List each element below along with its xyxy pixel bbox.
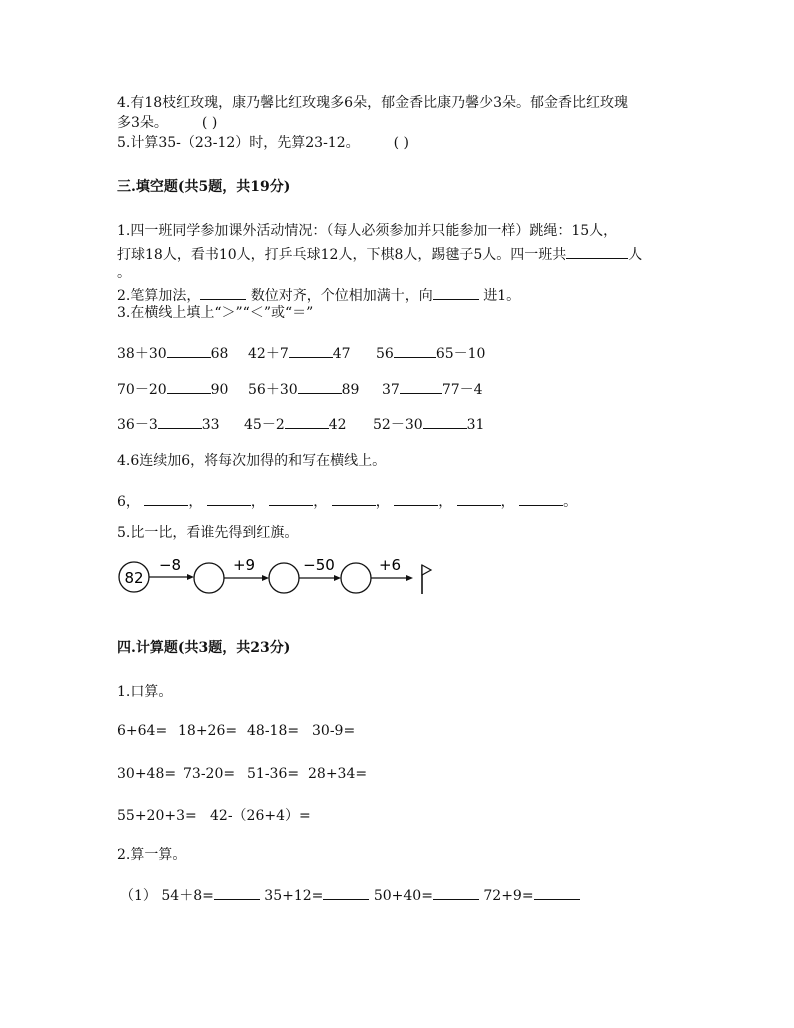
answer-circle[interactable] [269,563,299,593]
calc-item: 72+9= [483,888,534,904]
s3-q1-line2-text: 打球18人，看书10人，打乒乓球12人，下棋8人，踢毽子5人。四一班共 [117,247,567,263]
compare-left: 56 [376,346,394,362]
compare-blank[interactable] [423,414,467,429]
answer-circle[interactable] [194,563,224,593]
sum-blank[interactable] [144,491,188,506]
separator: ， [438,494,453,510]
calc-blank[interactable] [214,885,260,900]
s3-q1-blank[interactable] [566,244,628,259]
red-flag-icon [422,565,431,594]
s3-q2-blank2[interactable] [433,285,479,300]
s3-q1-line2 [117,244,642,264]
s3-q5-title: 5.比一比，看谁先得到红旗。 [117,525,299,541]
sum-blank[interactable] [269,491,313,506]
s4-q2-prefix: （1） [120,888,157,904]
s3-q4-end: 。 [563,494,578,510]
oral-item: 30+48= [117,766,177,782]
sum-blank[interactable] [394,491,438,506]
compare-right: 33 [201,417,220,433]
s4-q2-title: 2.算一算。 [117,847,187,863]
arrow-head [187,574,194,580]
compare-left: 56＋30 [248,382,298,398]
compare-blank[interactable] [158,414,202,429]
separator: ， [188,494,203,510]
judge-q5-text: 5.计算35-（23-12）时，先算23-12。 [117,135,360,151]
oral-item: 55+20+3= [117,808,197,824]
arrow-head [334,575,341,581]
compare-blank[interactable] [167,379,211,394]
sum-blank[interactable] [207,491,251,506]
oral-item: 30-9= [312,723,356,739]
sum-blank[interactable] [332,491,376,506]
judge-q5-answer-paren[interactable]: ( ) [393,135,409,151]
start-number: 82 [124,569,144,587]
compare-right: 65－10 [435,346,486,362]
s3-q2-blank1[interactable] [200,285,246,300]
compare-left: 37 [382,382,400,398]
compare-blank[interactable] [285,414,329,429]
sum-blank[interactable] [457,491,501,506]
judge-q4-answer-paren[interactable]: ( ) [201,115,218,131]
compare-left: 70－20 [117,382,167,398]
step-label: −50 [303,556,335,574]
step-label: −8 [158,556,182,574]
separator: ， [375,494,390,510]
judge-q4-line1: 4.有18枝红玫瑰，康乃馨比红玫瑰多6朵，郁金香比康乃馨少3朵。郁金香比红玫瑰 [117,95,628,111]
s4-q2-row [120,885,580,905]
s3-q1-line1: 1.四一班同学参加课外活动情况：（每人必须参加并只能参加一样）跳绳：15人， [117,223,618,239]
step-label: +6 [378,556,402,574]
s3-q4-start: 6， [117,494,140,510]
calc-item: 50+40= [373,888,433,904]
judge-q5 [117,134,409,152]
s3-q2 [117,285,520,305]
s4-q1-title: 1.口算。 [117,684,173,700]
compare-blank[interactable] [298,379,342,394]
s3-q4-blanks [117,491,577,511]
calc-item: 54＋8= [161,888,214,904]
compare-right: 42 [328,417,347,433]
answer-circle[interactable] [341,563,371,593]
judge-q4-line2 [117,114,217,132]
compare-right: 77－4 [441,382,483,398]
oral-item: 28+34= [308,766,368,782]
separator: ， [313,494,328,510]
oral-item: 18+26= [178,723,238,739]
compare-blank[interactable] [289,343,333,358]
s3-q2-text-c: 进1。 [483,288,521,304]
oral-item: 73-20= [183,766,236,782]
compare-left: 52－30 [373,417,423,433]
compare-blank[interactable] [394,343,436,358]
separator: ， [500,494,515,510]
calc-blank[interactable] [433,885,479,900]
calc-blank[interactable] [323,885,369,900]
compare-right: 31 [466,417,485,433]
compare-left: 38＋30 [117,346,167,362]
judge-q4-line2-text: 多3朵。 [117,115,168,131]
s3-q2-text-a: 2.笔算加法， [117,288,201,304]
compare-left: 45－2 [244,417,285,433]
compare-left: 36－3 [117,417,158,433]
oral-item: 6+64= [117,723,168,739]
oral-item: 42-（26+4）= [210,808,311,824]
compare-blank[interactable] [167,343,211,358]
compare-blank[interactable] [400,379,442,394]
oral-item: 48-18= [247,723,300,739]
sum-blank[interactable] [519,491,563,506]
s3-q3-title: 3.在横线上填上“＞”“＜”或“＝” [117,305,314,321]
separator: ， [250,494,265,510]
section4-heading: 四.计算题(共3题，共23分) [117,640,291,656]
step-label: +9 [232,556,256,574]
oral-item: 51-36= [247,766,300,782]
race-diagram [116,556,446,598]
arrow-head [406,575,413,581]
calc-item: 35+12= [264,888,324,904]
compare-right: 89 [341,382,360,398]
compare-right: 47 [332,346,351,362]
s3-q1-unit: 人 [628,247,643,263]
calc-blank[interactable] [534,885,580,900]
compare-right: 90 [210,382,229,398]
arrow-head [262,575,269,581]
compare-left: 42＋7 [248,346,289,362]
s3-q2-text-b: 数位对齐，个位相加满十，向 [250,288,433,304]
s3-q1-line3: 。 [117,265,131,281]
compare-right: 68 [210,346,229,362]
section3-heading: 三.填空题(共5题，共19分) [117,179,291,195]
s3-q4-title: 4.6连续加6，将每次加得的和写在横线上。 [117,453,387,469]
